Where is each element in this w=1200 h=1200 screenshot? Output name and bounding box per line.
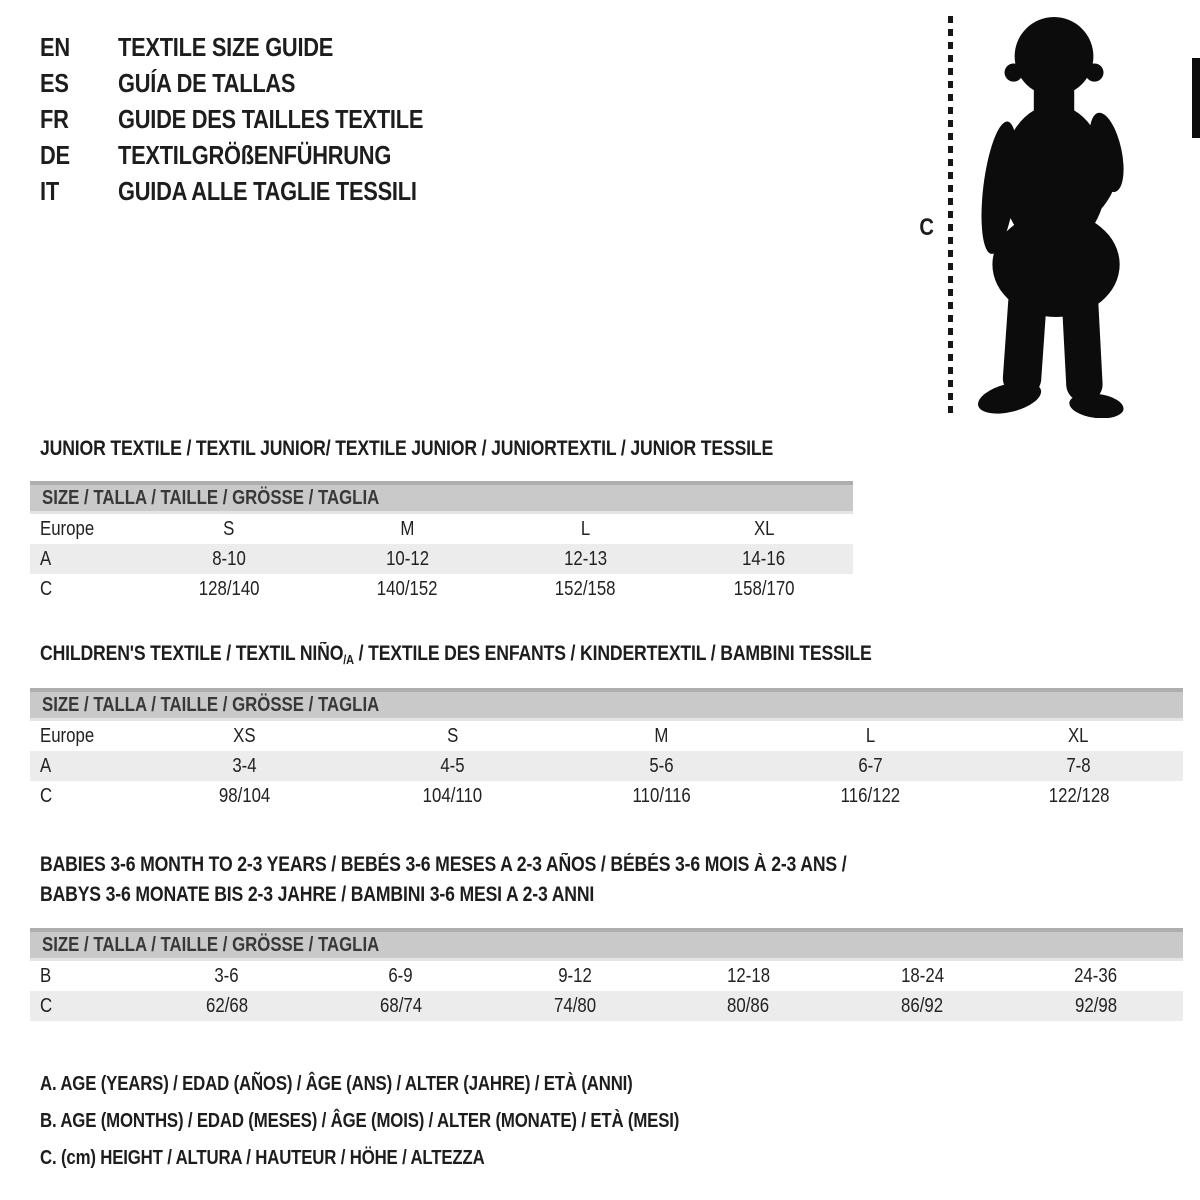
size-cell: 152/158 <box>555 577 616 600</box>
size-cell: 12-13 <box>564 547 608 570</box>
size-cell: 80/86 <box>727 994 770 1017</box>
row-label: C <box>40 577 53 600</box>
size-cell: 110/116 <box>632 784 691 807</box>
size-cell: 9-12 <box>557 964 592 987</box>
language-row <box>40 65 481 101</box>
babies-title-line2: BABYS 3-6 MONATE BIS 2-3 JAHRE / BAMBINI 3-6 MESI A 2-3 ANNI <box>40 883 595 906</box>
size-cell: 8-10 <box>212 547 246 570</box>
language-title: TEXTILGRÖßENFÜHRUNG <box>118 139 392 170</box>
size-cell: 92/98 <box>1075 994 1118 1017</box>
language-title-list <box>40 29 481 209</box>
toddler-silhouette-shape <box>975 17 1130 418</box>
row-label: C <box>40 784 53 807</box>
row-label: A <box>40 547 52 570</box>
legend-line: C. (cm) HEIGHT / ALTURA / HAUTEUR / HÖHE / ALTEZZA <box>40 1147 485 1169</box>
size-row-c <box>30 991 1183 1021</box>
size-table-header-label: SIZE / TALLA / TAILLE / GRÖSSE / TAGLIA <box>42 933 380 956</box>
size-cell: 86/92 <box>901 994 944 1017</box>
size-row-europe <box>30 721 1183 751</box>
language-code: EN <box>40 31 70 62</box>
language-code: DE <box>40 139 70 170</box>
babies-size-table <box>30 928 1183 1021</box>
size-cell: 158/170 <box>733 577 795 600</box>
size-cell: 98/104 <box>218 784 270 807</box>
size-cell: 74/80 <box>553 994 596 1017</box>
size-cell: 6-7 <box>857 754 883 777</box>
edge-crop-artifact <box>1192 58 1200 138</box>
language-title: TEXTILE SIZE GUIDE <box>118 31 334 62</box>
size-cell: XS <box>233 724 256 747</box>
size-cell: 4-5 <box>440 754 466 777</box>
children-section-title-text <box>40 642 872 667</box>
size-table-header-label: SIZE / TALLA / TAILLE / GRÖSSE / TAGLIA <box>42 693 380 716</box>
size-row-c <box>30 574 853 604</box>
legend-line: B. AGE (MONTHS) / EDAD (MESES) / ÂGE (MOIS) / ALTER (MONATE) / ETÀ (MESI) <box>40 1110 680 1132</box>
height-measure-dashed-line <box>948 16 953 416</box>
height-measure-label <box>912 214 942 242</box>
babies-section-title <box>40 850 1000 910</box>
row-label: C <box>40 994 53 1017</box>
size-cell: 128/140 <box>198 577 260 600</box>
size-table-rows <box>30 961 1183 1021</box>
size-cell: 5-6 <box>649 754 674 777</box>
row-label: B <box>40 964 52 987</box>
size-cell: XL <box>1068 724 1089 747</box>
size-cell: M <box>400 517 415 540</box>
size-cell: 3-4 <box>232 754 257 777</box>
size-row-europe <box>30 514 853 544</box>
junior-section-title: JUNIOR TEXTILE / TEXTIL JUNIOR/ TEXTILE JUNIOR / JUNIORTEXTIL / JUNIOR TESSILE <box>40 437 774 460</box>
language-code: IT <box>40 175 59 206</box>
size-cell: 10-12 <box>385 547 429 570</box>
size-cell: 62/68 <box>205 994 248 1017</box>
children-title-pre: CHILDREN'S TEXTILE / TEXTIL NIÑO <box>40 642 344 665</box>
size-cell: S <box>447 724 459 747</box>
size-table-rows <box>30 721 1183 811</box>
babies-title-line1: BABIES 3-6 MONTH TO 2-3 YEARS / BEBÉS 3-6 MESES A 2-3 AÑOS / BÉBÉS 3-6 MOIS À 2-3 ANS / <box>40 853 847 876</box>
measurement-legend <box>40 1066 801 1177</box>
size-cell: 116/122 <box>840 784 900 807</box>
size-cell: 140/152 <box>377 577 438 600</box>
language-title: GUIDA ALLE TAGLIE TESSILI <box>118 175 417 206</box>
size-cell: 18-24 <box>900 964 944 987</box>
size-cell: S <box>223 517 235 540</box>
language-title: GUÍA DE TALLAS <box>118 67 296 98</box>
size-row-a <box>30 751 1183 781</box>
row-label: Europe <box>40 724 95 747</box>
legend-line: A. AGE (YEARS) / EDAD (AÑOS) / ÂGE (ANS) / ALTER (JAHRE) / ETÀ (ANNI) <box>40 1073 633 1095</box>
row-label: Europe <box>40 517 95 540</box>
size-table-header <box>30 688 1183 721</box>
children-title-sub: /A <box>343 652 354 667</box>
language-row <box>40 101 481 137</box>
size-row-a <box>30 544 853 574</box>
language-code: ES <box>40 67 69 98</box>
language-row <box>40 173 481 209</box>
size-table-header <box>30 928 1183 961</box>
size-cell: 3-6 <box>214 964 240 987</box>
size-cell: 12-18 <box>726 964 770 987</box>
language-code: FR <box>40 103 69 134</box>
size-row-b <box>30 961 1183 991</box>
height-measure-letter: C <box>919 214 935 241</box>
children-size-table <box>30 688 1183 811</box>
size-cell: XL <box>753 517 775 540</box>
size-cell: 68/74 <box>379 994 422 1017</box>
size-cell: M <box>654 724 669 747</box>
children-section-title <box>40 642 1030 667</box>
size-cell: L <box>580 517 591 540</box>
size-cell: 24-36 <box>1074 964 1118 987</box>
row-label: A <box>40 754 52 777</box>
size-table-rows <box>30 514 853 604</box>
size-cell: L <box>865 724 875 747</box>
size-cell: 6-9 <box>388 964 413 987</box>
size-cell: 14-16 <box>742 547 786 570</box>
size-row-c <box>30 781 1183 811</box>
language-row <box>40 137 481 173</box>
language-title: GUIDE DES TAILLES TEXTILE <box>118 103 424 134</box>
language-row <box>40 29 481 65</box>
junior-size-table <box>30 481 853 604</box>
toddler-silhouette-icon <box>964 14 1140 418</box>
children-title-post: / TEXTILE DES ENFANTS / KINDERTEXTIL / BAMBINI TESSILE <box>353 642 872 665</box>
size-table-header <box>30 481 853 514</box>
size-table-header-label: SIZE / TALLA / TAILLE / GRÖSSE / TAGLIA <box>42 486 380 509</box>
size-cell: 104/110 <box>423 784 483 807</box>
size-cell: 7-8 <box>1066 754 1091 777</box>
size-cell: 122/128 <box>1048 784 1110 807</box>
